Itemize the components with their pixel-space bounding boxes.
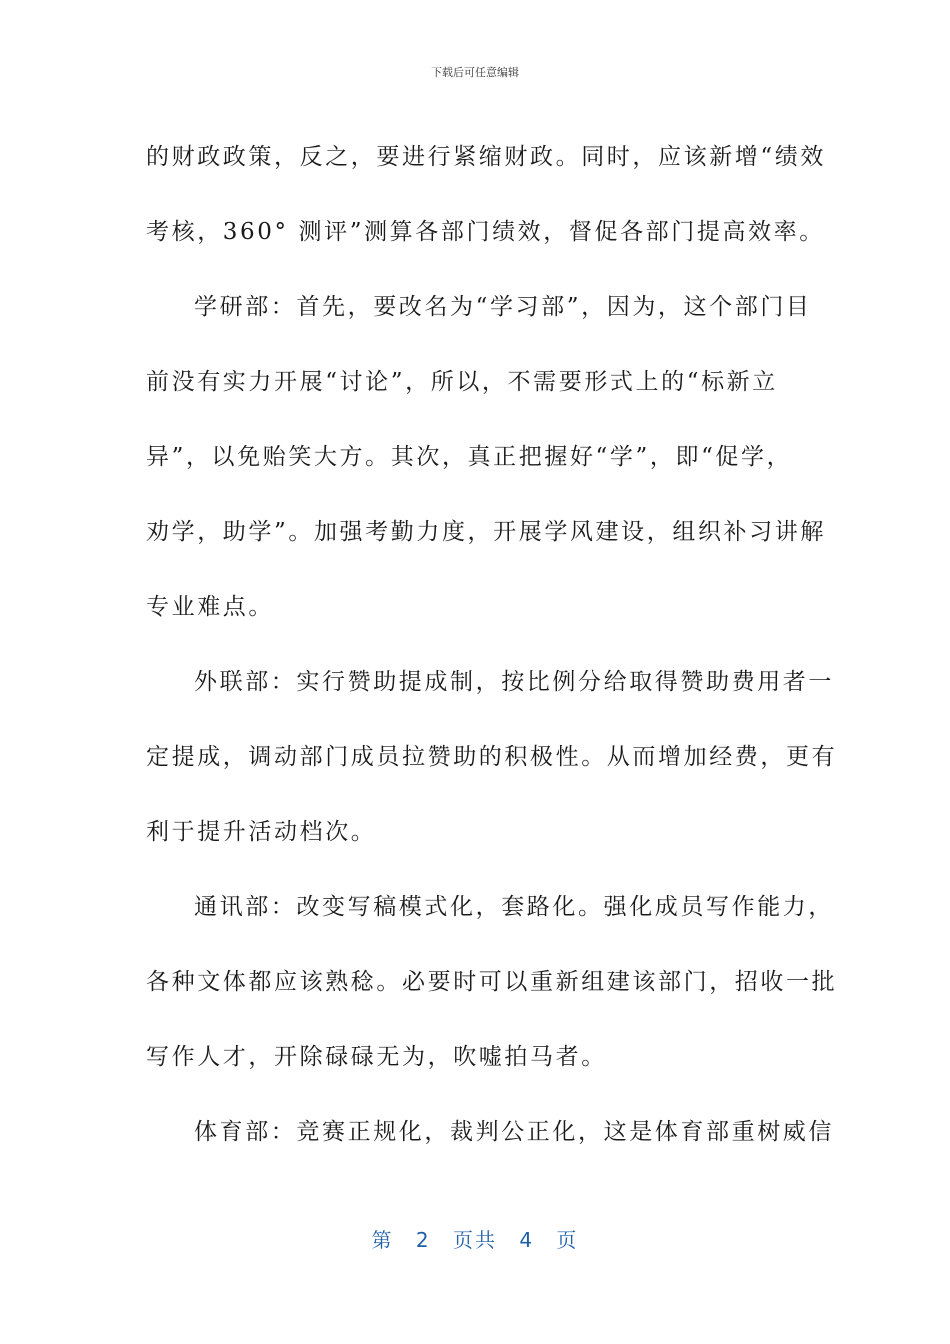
text-line: 各种文体都应该熟稔。必要时可以重新组建该部门，招收一批	[146, 969, 838, 995]
paragraph-start-line: 外联部：实行赞助提成制，按比例分给取得赞助费用者一	[194, 669, 834, 695]
text-line: 考核，360° 测评”测算各部门绩效，督促各部门提高效率。	[146, 219, 825, 245]
document-body	[146, 120, 838, 1170]
text-line: 定提成，调动部门成员拉赞助的积极性。从而增加经费，更有	[146, 744, 838, 770]
page-footer: 第 2 页共 4 页	[371, 1228, 579, 1252]
text-line: 专业难点。	[146, 594, 274, 620]
text-line: 利于提升活动档次。	[146, 819, 377, 845]
page-header: 下载后可任意编辑	[431, 66, 519, 79]
text-line: 异”，以免贻笑大方。其次，真正把握好“学”，即“促学，	[146, 444, 793, 470]
text-line: 的财政政策，反之，要进行紧缩财政。同时，应该新增“绩效	[146, 144, 826, 170]
paragraph-start-line: 体育部：竞赛正规化，裁判公正化，这是体育部重树威信	[194, 1119, 834, 1145]
text-line: 写作人才，开除碌碌无为，吹嘘拍马者。	[146, 1044, 607, 1070]
text-line: 劝学，助学”。加强考勤力度，开展学风建设，组织补习讲解	[146, 519, 826, 545]
paragraph-start-line: 学研部：首先，要改名为“学习部”，因为，这个部门目	[194, 294, 812, 320]
paragraph-start-line: 通讯部：改变写稿模式化，套路化。强化成员写作能力，	[194, 894, 834, 920]
text-line: 前没有实力开展“讨论”，所以，不需要形式上的“标新立	[146, 369, 778, 395]
